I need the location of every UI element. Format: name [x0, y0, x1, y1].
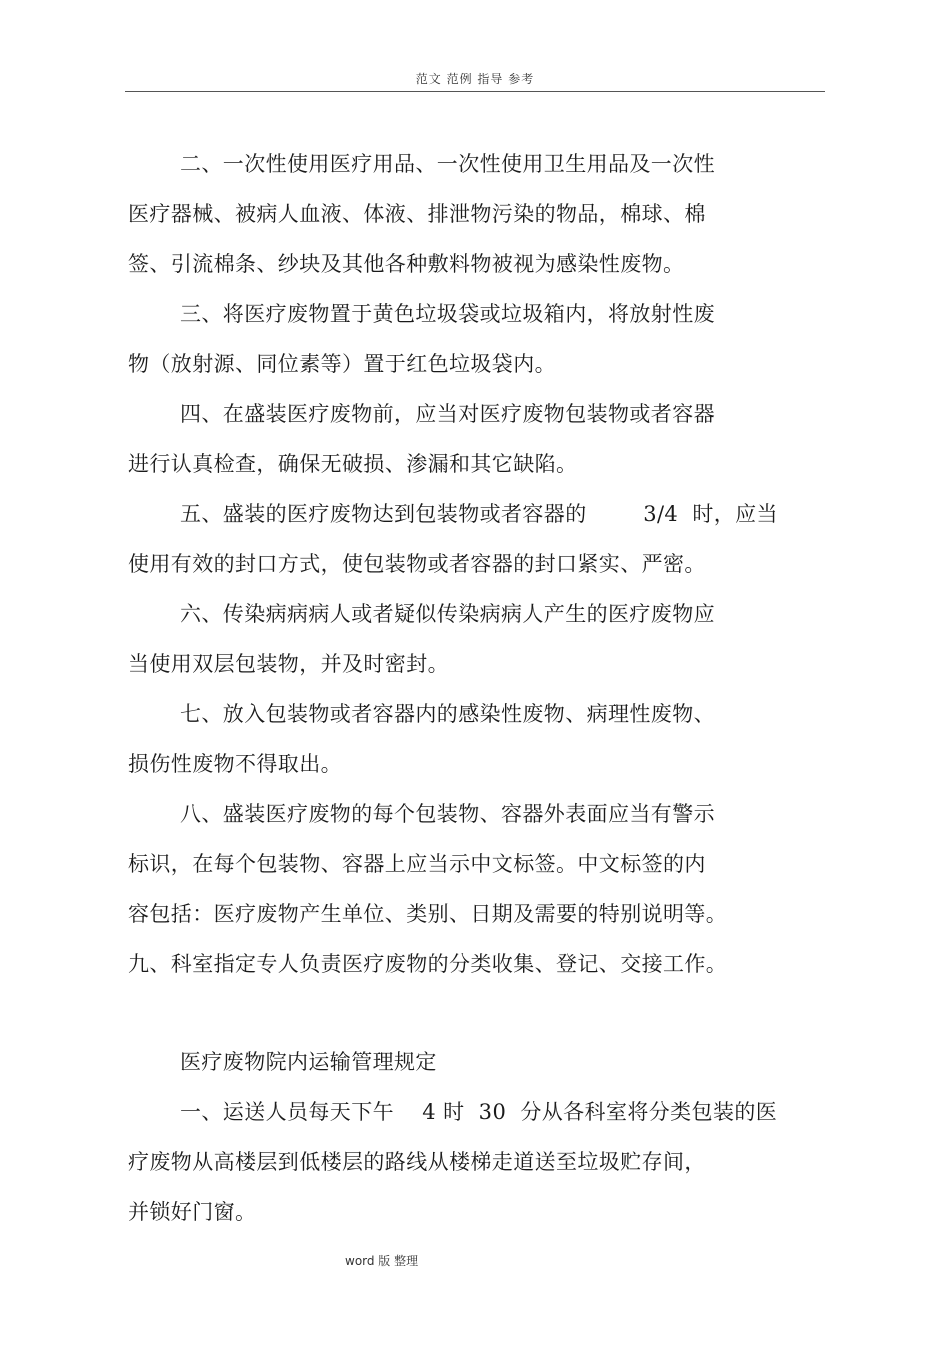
page-footer: word 版 整理: [345, 1254, 419, 1268]
paragraph-line: 一、运送人员每天下午 4 时 30 分从各科室将分类包装的医: [180, 1100, 778, 1124]
paragraph-line: 七、放入包装物或者容器内的感染性废物、病理性废物、: [180, 702, 715, 726]
paragraph-line: 使用有效的封口方式，使包装物或者容器的封口紧实、严密。: [128, 552, 706, 576]
section-title: 医疗废物院内运输管理规定: [180, 1050, 437, 1074]
page-header: 范文 范例 指导 参考: [415, 72, 535, 86]
paragraph-line: 疗废物从高楼层到低楼层的路线从楼梯走道送至垃圾贮存间，: [128, 1150, 706, 1174]
paragraph-line: 签、引流棉条、纱块及其他各种敷料物被视为感染性废物。: [128, 252, 685, 276]
paragraph-line: 损伤性废物不得取出。: [128, 752, 342, 776]
paragraph-line: 进行认真检查，确保无破损、渗漏和其它缺陷。: [128, 452, 578, 476]
paragraph-line: 容包括：医疗废物产生单位、类别、日期及需要的特别说明等。: [128, 902, 728, 926]
paragraph-line: 医疗器械、被病人血液、体液、排泄物污染的物品，棉球、棉: [128, 202, 706, 226]
header-divider: [125, 91, 825, 92]
paragraph-line: 物（放射源、同位素等）置于红色垃圾袋内。: [128, 352, 556, 376]
paragraph-line: 六、传染病病病人或者疑似传染病病人产生的医疗废物应: [180, 602, 715, 626]
paragraph-line: 当使用双层包装物，并及时密封。: [128, 652, 449, 676]
paragraph-line: 标识，在每个包装物、容器上应当示中文标签。中文标签的内: [128, 852, 706, 876]
paragraph-line: 并锁好门窗。: [128, 1200, 257, 1224]
paragraph-line: 八、盛装医疗废物的每个包装物、容器外表面应当有警示: [180, 802, 715, 826]
paragraph-line: 九、科室指定专人负责医疗废物的分类收集、登记、交接工作。: [128, 952, 728, 976]
paragraph-line: 四、在盛装医疗废物前，应当对医疗废物包装物或者容器: [180, 402, 715, 426]
paragraph-line: 三、将医疗废物置于黄色垃圾袋或垃圾箱内，将放射性废: [180, 302, 715, 326]
paragraph-line: 五、盛装的医疗废物达到包装物或者容器的 3/4 时，应当: [180, 502, 778, 526]
paragraph-line: 二、一次性使用医疗用品、一次性使用卫生用品及一次性: [180, 152, 715, 176]
